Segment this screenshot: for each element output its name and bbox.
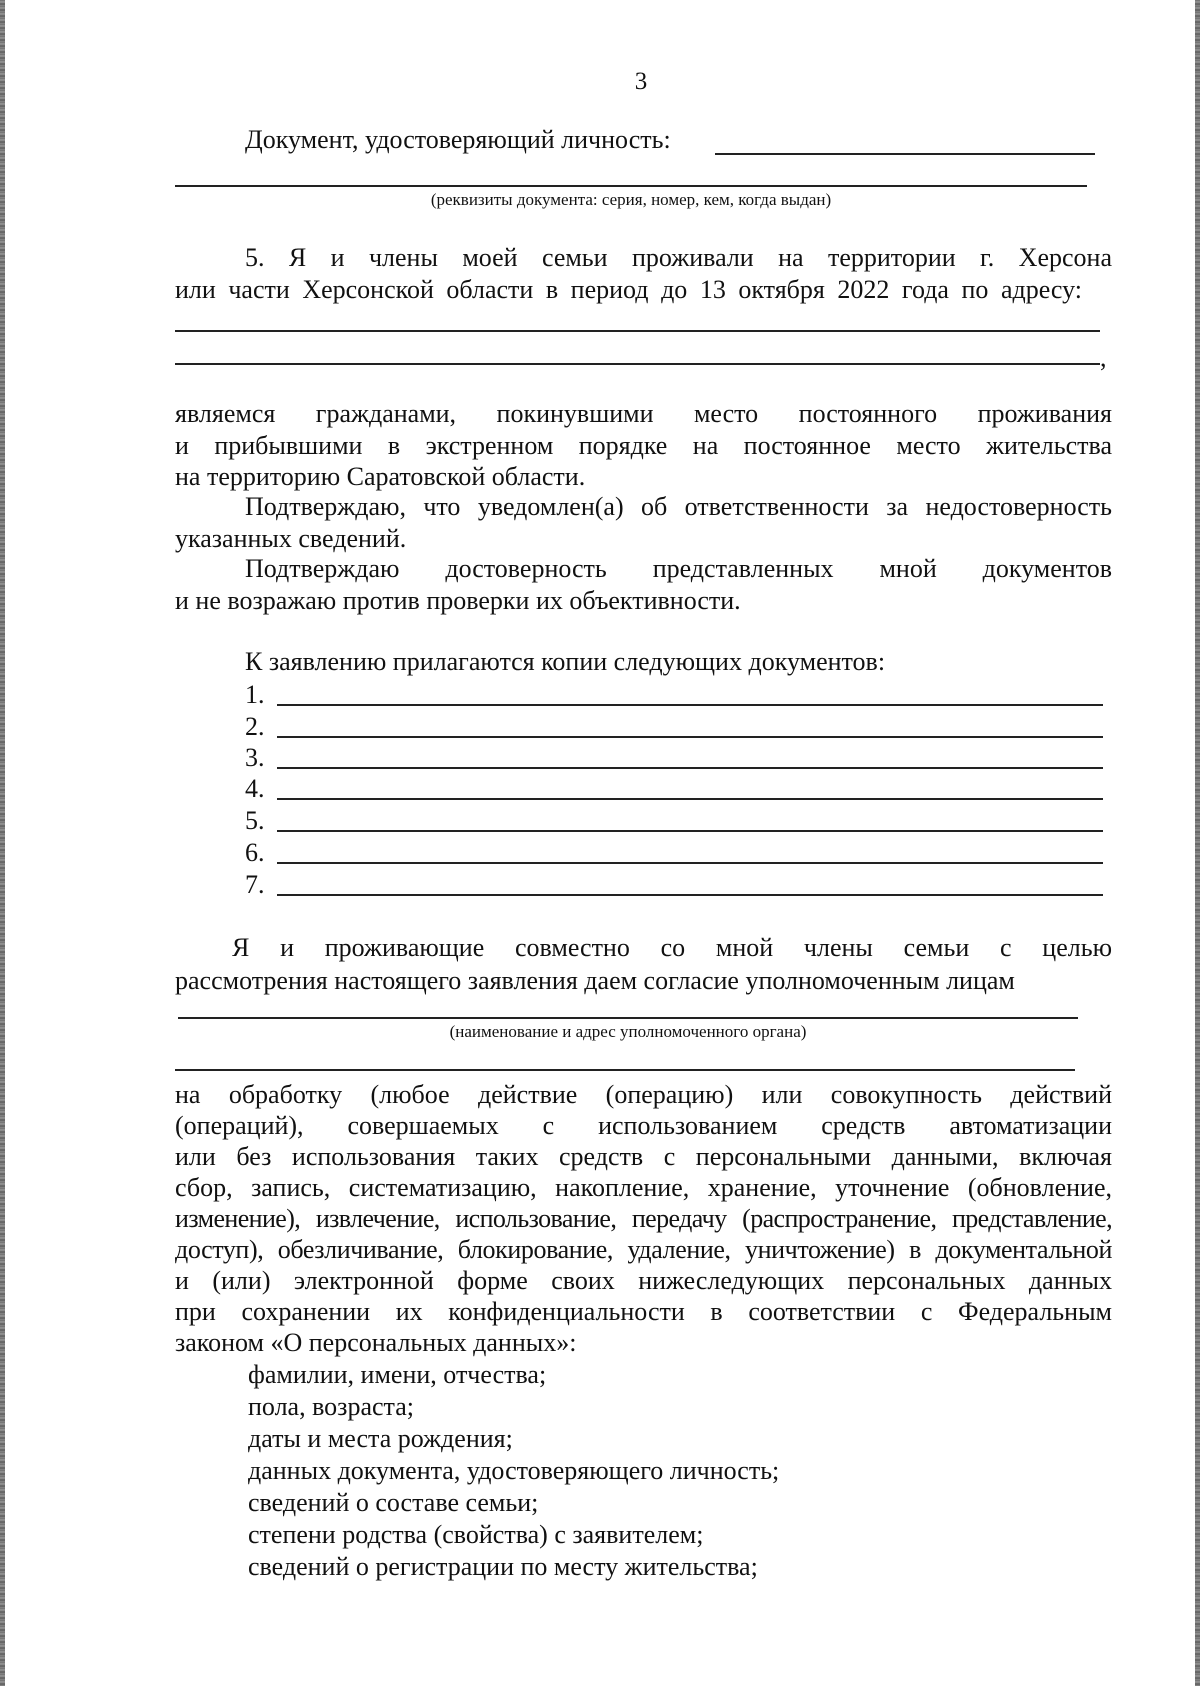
attachment-blank[interactable] (277, 798, 1103, 800)
address-trailing-comma: , (1100, 343, 1107, 372)
section5-line2: или части Херсонской области в период до 13 октября 2022 года по адресу: (175, 275, 1082, 304)
consent-body-line: законом «О персональных данных»: (175, 1328, 577, 1357)
id-document-caption: (реквизиты документа: серия, номер, кем, когда выдан) (430, 190, 832, 209)
personal-data-item: сведений о регистрации по месту жительства; (248, 1552, 758, 1581)
address-blank-1[interactable] (175, 330, 1100, 332)
attachment-blank[interactable] (277, 704, 1103, 706)
authority-caption: (наименование и адрес уполномоченного органа) (449, 1022, 807, 1041)
id-document-label: Документ, удостоверяющий личность: (245, 125, 671, 154)
attachment-blank[interactable] (277, 862, 1103, 864)
attachment-blank[interactable] (277, 830, 1103, 832)
consent-body-line: изменение), извлечение, использование, передачу (распространение, представление, (175, 1204, 1112, 1233)
status-line3: на территорию Саратовской области. (175, 462, 586, 491)
scan-edge-left (0, 0, 5, 1686)
confirm2-line2: и не возражаю против проверки их объективности. (175, 586, 741, 615)
consent-body-line: или без использования таких средств с персональными данными, включая (175, 1142, 1112, 1171)
section5-line1: 5. Я и члены моей семьи проживали на территории г. Херсона (245, 243, 1112, 272)
consent-line2: рассмотрения настоящего заявления даем согласие уполномоченным лицам (175, 966, 1015, 995)
address-blank-2[interactable] (175, 363, 1100, 365)
confirm1-line1: Подтверждаю, что уведомлен(а) об ответственности за недостоверность (245, 492, 1112, 521)
personal-data-item: фамилии, имени, отчества; (248, 1360, 547, 1389)
attachment-blank[interactable] (277, 736, 1103, 738)
confirm2-line1: Подтверждаю достоверность представленных мной документов (245, 554, 1112, 583)
personal-data-item: пола, возраста; (248, 1392, 414, 1421)
attachment-number: 3. (245, 743, 265, 772)
attachment-number: 2. (245, 712, 265, 741)
authority-blank-2[interactable] (175, 1069, 1075, 1071)
id-document-blank-2[interactable] (175, 185, 1087, 187)
personal-data-item: степени родства (свойства) с заявителем; (248, 1520, 704, 1549)
authority-blank[interactable] (178, 1017, 1078, 1019)
attachment-blank[interactable] (277, 894, 1103, 896)
page-number: 3 (634, 68, 648, 95)
consent-body-line: и (или) электронной форме своих нижеследующих персональных данных (175, 1266, 1112, 1295)
consent-body-line: сбор, запись, систематизацию, накопление, хранение, уточнение (обновление, (175, 1173, 1112, 1202)
status-line2: и прибывшими в экстренном порядке на постоянное место жительства (175, 431, 1112, 460)
attachment-number: 6. (245, 838, 265, 867)
id-document-blank[interactable] (715, 153, 1095, 155)
attachments-heading: К заявлению прилагаются копии следующих документов: (245, 647, 886, 676)
scan-edge-right (1195, 0, 1200, 1686)
attachment-number: 4. (245, 774, 265, 803)
confirm1-line2: указанных сведений. (175, 524, 407, 553)
consent-body-line: доступ), обезличивание, блокирование, удаление, уничтожение) в документальной (175, 1235, 1112, 1264)
consent-line1: Я и проживающие совместно со мной члены семьи с целью (232, 933, 1112, 962)
personal-data-item: сведений о составе семьи; (248, 1488, 539, 1517)
attachment-number: 1. (245, 680, 265, 709)
consent-body-line: при сохранении их конфиденциальности в соответствии с Федеральным (175, 1297, 1112, 1326)
personal-data-item: даты и места рождения; (248, 1424, 513, 1453)
status-line1: являемся гражданами, покинувшими место постоянного проживания (175, 399, 1112, 428)
consent-body-line: на обработку (любое действие (операцию) или совокупность действий (175, 1080, 1112, 1109)
attachment-number: 5. (245, 806, 265, 835)
attachment-number: 7. (245, 870, 265, 899)
attachment-blank[interactable] (277, 767, 1103, 769)
personal-data-item: данных документа, удостоверяющего личность; (248, 1456, 780, 1485)
consent-body-line: (операций), совершаемых с использованием средств автоматизации (175, 1111, 1112, 1140)
